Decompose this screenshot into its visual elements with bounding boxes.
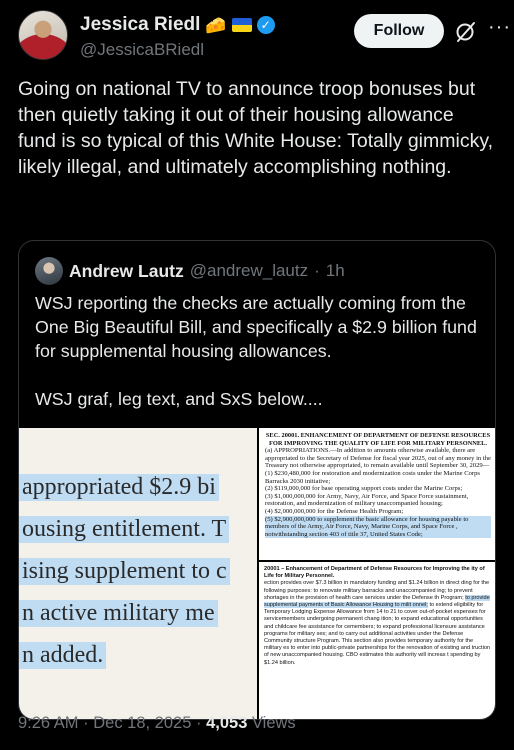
wsj-line-5: n added. [19,642,106,669]
author-handle[interactable]: @JessicaBRiedl [80,40,205,59]
quoted-author-avatar [35,257,63,285]
verified-badge-icon[interactable]: ✓ [257,16,275,34]
tweet-text: Going on national TV to announce troop bonuses but then quietly taking it out of their housing allowance fund is so typical of this White House: Totally gimmicky, likely illegal, and ultimately accomplishing nothing. [18,78,494,178]
leg-text-item-4: (4) $2,000,000,000 for the Defense Health Program; [265,507,404,515]
legislative-text-image[interactable] [259,428,496,560]
sxs-heading: 20001 – Enhancement of Department of Defense Resources for Improving the ity of Life for Military Personnel. [264,566,485,580]
sxs-part-1: ection provides over $7.3 billion in mandatory funding and $1.24 billion in direct ding for the following purposes: to renovate military barracks and unaccompanied ing; to prevent shortages in the provision of health care services under the Defense th Program; [264,580,490,601]
leg-text-item-5: (5) $2,900,000,000 to supplement the basic allowance for housing payable to members of the Army, Air Force, Navy, Marine Corps, and Space Force , notwithstanding section 403 of title 37, United States Code; [265,516,491,539]
wsj-excerpt-image[interactable] [19,428,257,720]
quoted-tweet[interactable] [18,240,496,720]
quoted-paragraph-1: WSJ reporting the checks are actually coming from the One Big Beautiful Bill, and specifically a $2.9 billion fund for supplemental housing allowances. [35,293,477,361]
leg-text-item-2: (2) $119,000,000 for base operating support costs under the Marine Corps; [265,485,463,493]
wsj-line-1: appropriated $2.9 bi [19,474,219,501]
author-display-name[interactable]: Jessica Riedl [80,14,201,35]
leg-text-item-3: (3) $1,000,000,000 for Army, Navy, Air Force, and Space Force sustainment, restoration, and modernization of military unaccompanied housing; [265,492,469,508]
views-label: Views [251,714,296,732]
author-avatar[interactable] [18,10,68,60]
quoted-author-handle: @andrew_lautz [189,261,309,280]
tweet-date[interactable]: Dec 18, 2025 [93,714,192,732]
leg-text-item-1: (1) $230,480,000 for restoration and modernization costs under the Marine Corps Barracks 2030 initiative; [265,469,480,485]
author-name-row [80,14,275,36]
quoted-tweet-text [35,291,485,411]
leg-text-title: SEC. 20001. ENHANCEMENT OF DEPARTMENT OF DEFENSE RESOURCES FOR IMPROVING THE QUALITY OF LIFE FOR MILITARY PERSONNEL. [265,432,491,447]
wsj-line-4: n active military me [19,600,218,627]
cheese-emoji-icon: 🧀 [205,15,227,35]
more-options-icon[interactable]: ··· [488,16,511,38]
wsj-line-2: ousing entitlement. T [19,516,229,543]
quoted-separator: · [314,261,320,280]
tweet-time[interactable]: 9:26 AM [18,714,79,732]
meta-dot-2: · [195,714,202,732]
grok-icon[interactable] [454,20,478,44]
sxs-highlight: to provide supplemental payments of Basic Allowance Housing to milit onnel; [264,594,490,609]
quoted-author-name: Andrew Lautz [69,260,184,281]
tweet-header [18,10,511,62]
wsj-line-3: ising supplement to c [19,558,230,585]
quoted-paragraph-2: WSJ graf, leg text, and SxS below.... [35,389,323,409]
meta-dot-1: · [83,714,89,732]
sxs-part-2: to extend eligibility for Temporary Lodging Expense Allowance from 14 to 21 to cover out-of-pocket expenses for servicemembers undergoing permanent chang ition; to expand educational opportunities and childcare fee assistance for cemembers; to expand professional licensure assistance programs for military ses; and to carry out additional activities under the Defense Community structure Program. This section also provides temporary authority for the military es to enter into public-private partnerships for the renovation of existing and truction of new unaccompanied housing. CBO estimates this authority will increas t spending by $1.24 billion. [264,602,491,666]
follow-button[interactable]: Follow [354,14,444,48]
quoted-timestamp: 1h [325,261,345,280]
quoted-tweet-header [35,257,345,285]
leg-text-body: (a) APPROPRIATIONS.—In addition to amounts otherwise available, there are appropriated to the Secretary of Defense for fiscal year 2025, out of any money in the Treasury not otherwise appropriated, to remain available until September 30, 2029— [265,447,491,470]
quoted-media-grid [19,428,496,720]
section-by-section-image[interactable] [259,562,496,720]
tweet-meta [18,714,296,733]
views-count: 4,053 [206,714,248,732]
ukraine-flag-icon [232,18,252,32]
